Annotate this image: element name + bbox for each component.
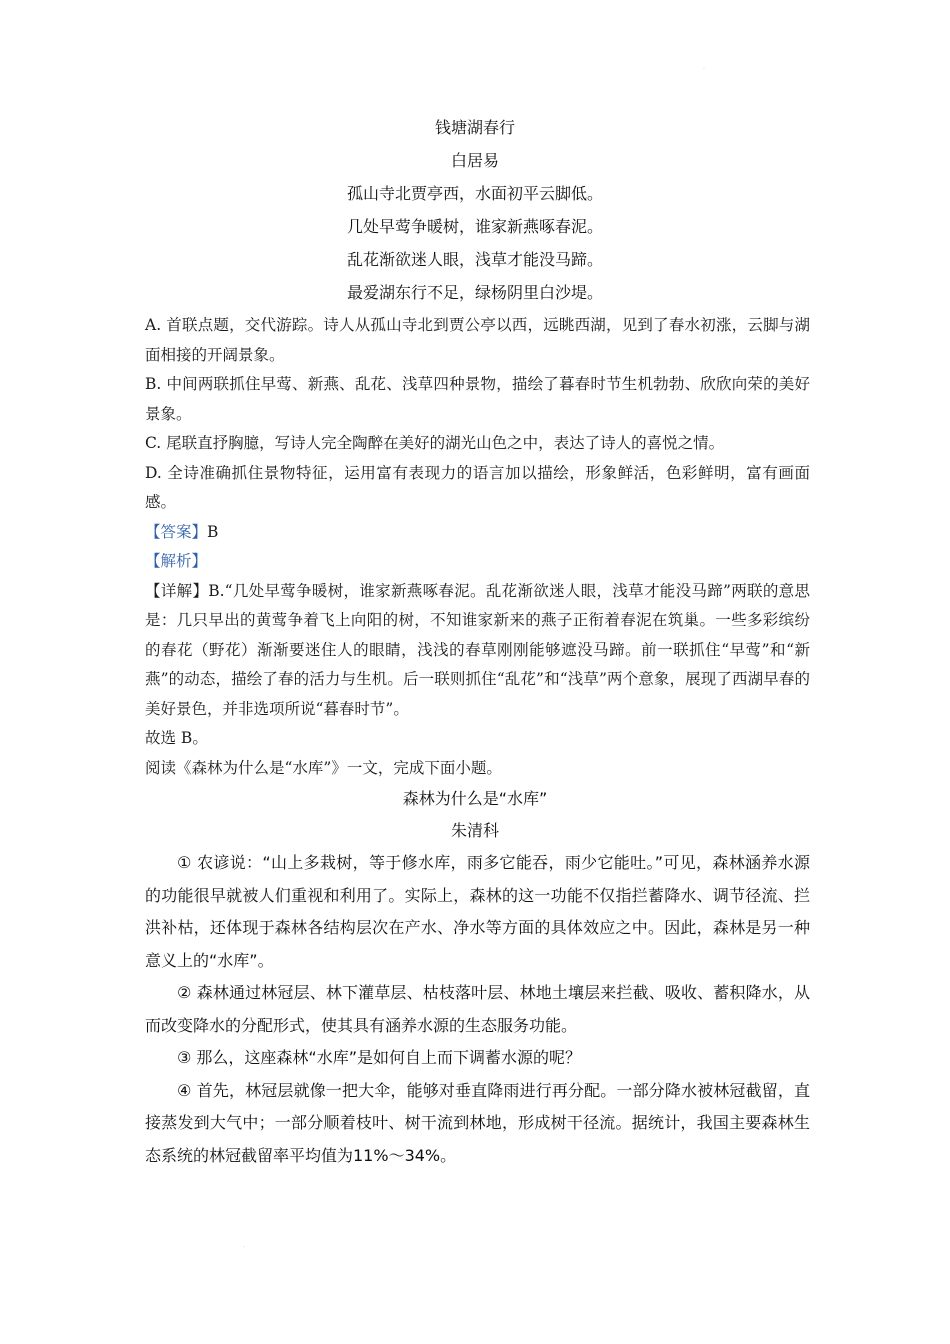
option-b: B. 中间两联抓住早莺、新燕、乱花、浅草四种景物，描绘了暮春时节生机勃勃、欣欣向荣的美好景象。 bbox=[145, 375, 810, 423]
poem-author: 白居易 bbox=[450, 151, 499, 170]
poem-line-4: 最爱湖东行不足，绿杨阴里白沙堤。 bbox=[346, 283, 603, 302]
option-a: A. 首联点题，交代游踪。诗人从孤山寺北到贾公亭以西，远眺西湖，见到了春水初涨，云脚与湖面相接的开阔景象。 bbox=[145, 316, 810, 364]
poem-line-3: 乱花渐欲迷人眼，浅草才能没马蹄。 bbox=[346, 250, 603, 269]
article-author: 朱清科 bbox=[450, 821, 499, 840]
article-title: 森林为什么是“水库” bbox=[402, 789, 548, 808]
page-mark-top: · bbox=[703, 66, 705, 73]
analysis-tag: 【解析】 bbox=[145, 552, 208, 570]
poem-line-2: 几处早莺争暖树，谁家新燕啄春泥。 bbox=[346, 217, 603, 236]
article-paragraph-2: ② 森林通过林冠层、林下灌草层、枯枝落叶层、林地土壤层来拦截、吸收、蓄积降水，从而改变降水的分配形式，使其具有涵养水源的生态服务功能。 bbox=[145, 983, 810, 1035]
answer-line bbox=[145, 518, 810, 548]
answer-value: B bbox=[207, 522, 219, 541]
article-paragraph-3: ③ 那么，这座森林“水库”是如何自上而下调蓄水源的呢？ bbox=[177, 1048, 582, 1067]
poem-title: 钱塘湖春行 bbox=[434, 118, 515, 137]
detail-text: B.“几处早莺争暖树，谁家新燕啄春泥。乱花渐欲迷人眼，浅草才能没马蹄”两联的意思是：几只早出的黄莺争着飞上向阳的树，不知谁家新来的燕子正衔着春泥在筑巢。一些多彩缤纷的春花（野花）渐渐要迷住人的眼睛，浅浅的春草刚刚能够遮没马蹄。前一联抓住“早莺”和“新燕”的动态，描绘了春的活力与生机。后一联则抓住“乱花”和“浅草”两个意象，展现了西湖早春的美好景色，并非选项所说“暮春时节”。 bbox=[145, 581, 810, 718]
option-c: C. 尾联直抒胸臆，写诗人完全陶醉在美好的湖光山色之中，表达了诗人的喜悦之情。 bbox=[145, 434, 725, 452]
answer-tag: 【答案】 bbox=[145, 522, 208, 541]
analysis-line bbox=[145, 547, 810, 577]
reading-intro: 阅读《森林为什么是“水库”》一文，完成下面小题。 bbox=[145, 758, 502, 777]
article-paragraph-1: ① 农谚说：“山上多栽树，等于修水库，雨多它能吞，雨少它能吐。”可见，森林涵养水源的功能很早就被人们重视和利用了。实际上，森林的这一功能不仅指拦蓄降水、调节径流、拦洪补枯，还体现于森林各结构层次在产水、净水等方面的具体效应之中。因此，森林是另一种意义上的“水库”。 bbox=[145, 853, 810, 970]
article-paragraph-4: ④ 首先，林冠层就像一把大伞，能够对垂直降雨进行再分配。一部分降水被林冠截留，直接蒸发到大气中；一部分顺着枝叶、树干流到林地，形成树干径流。据统计，我国主要森林生态系统的林冠截留率平均值为11%～34%。 bbox=[145, 1080, 810, 1165]
poem-line-1: 孤山寺北贾亭西，水面初平云脚低。 bbox=[346, 184, 603, 203]
question-section bbox=[145, 311, 810, 783]
article-body bbox=[145, 847, 810, 1172]
detail-paragraph bbox=[145, 577, 810, 725]
page-mark-bottom: · bbox=[243, 1244, 245, 1251]
conclusion: 故选 B。 bbox=[145, 729, 208, 747]
detail-tag: 【详解】 bbox=[145, 581, 209, 600]
option-d: D. 全诗准确抓住景物特征，运用富有表现力的语言加以描绘，形象鲜活，色彩鲜明，富有画面感。 bbox=[145, 463, 810, 511]
